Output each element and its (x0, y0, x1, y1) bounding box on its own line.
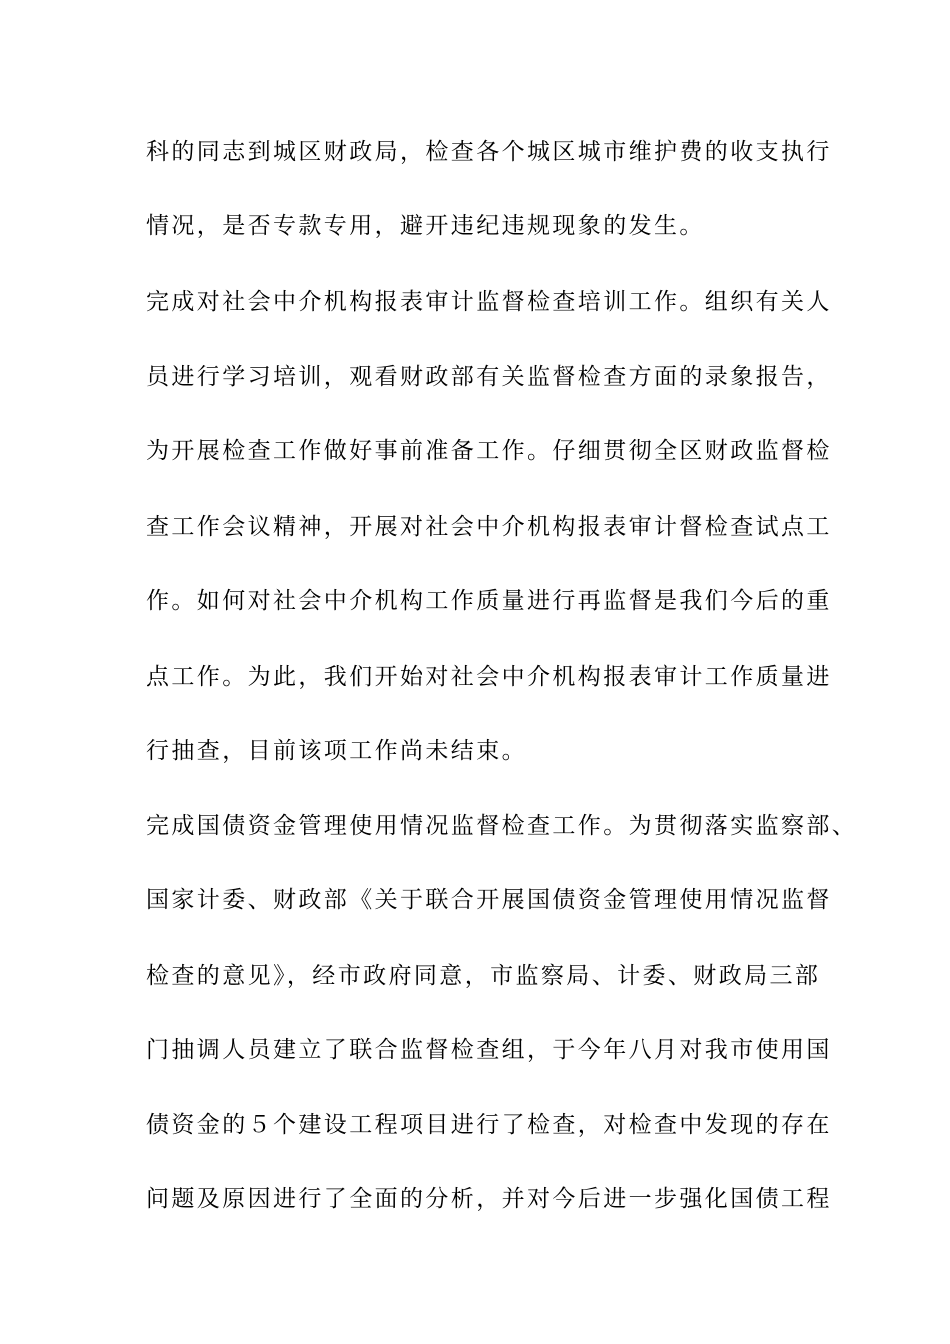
text-line: 为开展检查工作做好事前准备工作。仔细贯彻全区财政监督检 (146, 438, 832, 464)
text-line: 完成国债资金管理使用情况监督检查工作。为贯彻落实监察部、 (146, 813, 858, 839)
text-line: 行抽查，目前该项工作尚未结束。 (146, 738, 527, 764)
text-line: 完成对社会中介机构报表审计监督检查培训工作。组织有关人 (146, 289, 832, 315)
text-line: 员进行学习培训，观看财政部有关监督检查方面的录象报告， (146, 364, 832, 390)
text-line: 债资金的５个建设工程项目进行了检查，对检查中发现的存在 (146, 1112, 832, 1138)
text-line: 检查的意见》，经市政府同意，市监察局、计委、财政局三部 (146, 963, 821, 989)
text-line: 门抽调人员建立了联合监督检查组，于今年八月对我市使用国 (146, 1037, 832, 1063)
text-line: 问题及原因进行了全面的分析，并对今后进一步强化国债工程 (146, 1186, 832, 1212)
text-line: 国家计委、财政部《关于联合开展国债资金管理使用情况监督 (146, 887, 832, 913)
text-line: 点工作。为此，我们开始对社会中介机构报表审计工作质量进 (146, 664, 832, 690)
text-line: 作。如何对社会中介机构工作质量进行再监督是我们今后的重 (146, 588, 832, 614)
text-line: 科的同志到城区财政局，检查各个城区城市维护费的收支执行 (146, 139, 832, 165)
text-line: 情况，是否专款专用，避开违纪违规现象的发生。 (146, 213, 705, 239)
text-line: 查工作会议精神，开展对社会中介机构报表审计督检查试点工 (146, 514, 832, 540)
